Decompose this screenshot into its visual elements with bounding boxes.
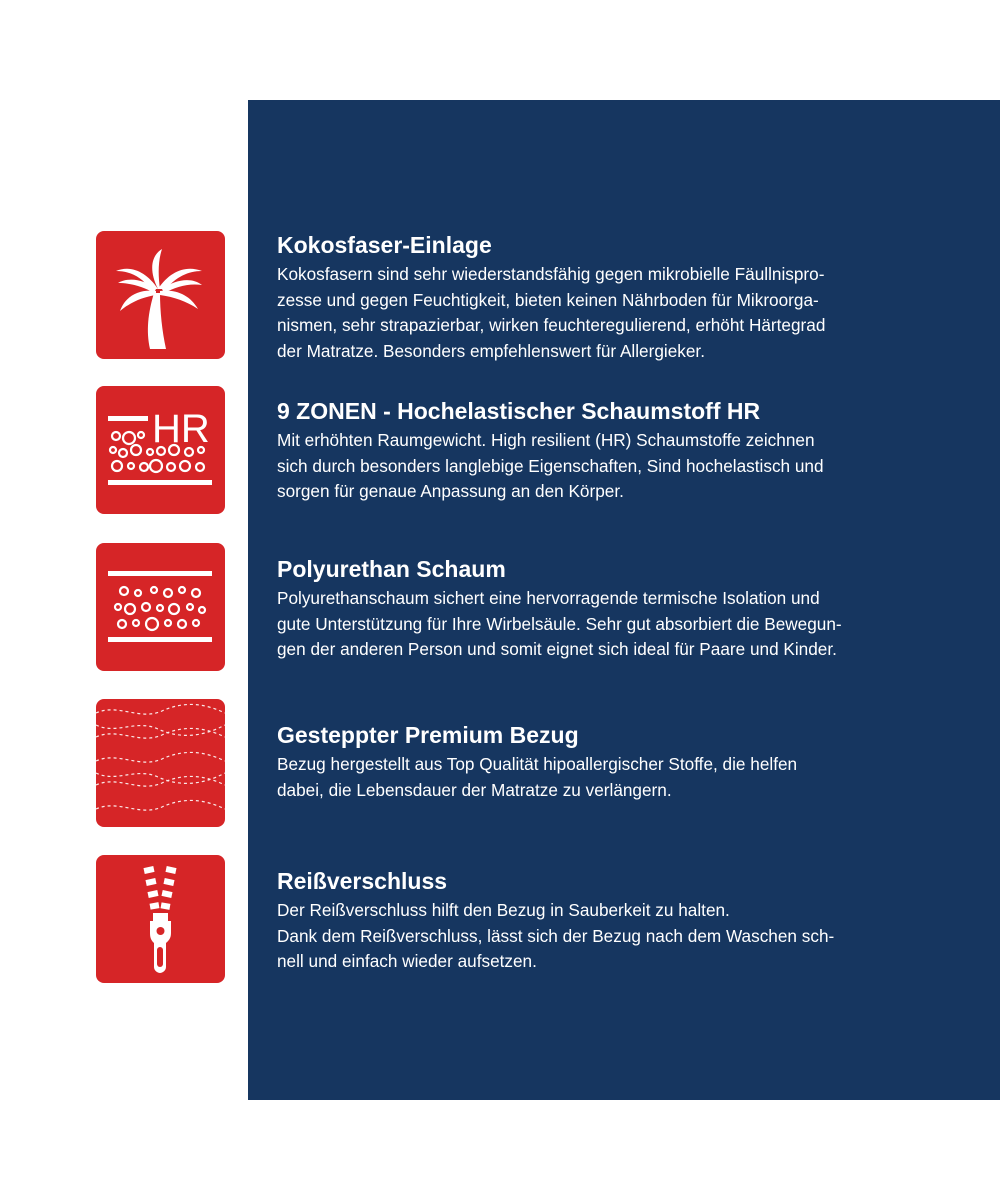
feature-description: Der Reißverschluss hilft den Bezug in Sauberkeit zu halten. Dank dem Reißverschluss, lässt sich der Bezug nach dem Waschen sch- nell und einfach wieder aufsetzen. (277, 900, 835, 971)
hr-foam-icon (96, 386, 225, 514)
feature-title: 9 ZONEN - Hochelastischer Schaumstoff HR (277, 398, 761, 424)
svg-text:HR: HR (152, 407, 210, 451)
feature-description: Bezug hergestellt aus Top Qualität hipoallergischer Stoffe, die helfen dabei, die Lebensdauer der Matratze zu verlängern. (277, 754, 798, 800)
feature-title: Reißverschluss (277, 868, 448, 894)
palm-tree-icon (96, 231, 225, 359)
feature-title: Kokosfaser-Einlage (277, 232, 492, 258)
zipper-icon (96, 855, 225, 983)
feature-title: Gesteppter Premium Bezug (277, 722, 579, 748)
feature-coconut-fiber (277, 231, 957, 364)
feature-description: Polyurethanschaum sichert eine hervorragende termische Isolation und gute Unterstützung für Ihre Wirbelsäule. Sehr gut absorbiert die Bewegun- gen der anderen Person und somit eignet sich ideal für Paare und Kinder. (277, 588, 842, 659)
feature-description: Mit erhöhten Raumgewicht. High resilient (HR) Schaumstoffe zeichnen sich durch besonders langlebige Eigenschaften, Sind hochelastisch und sorgen für genaue Anpassung an den Körper. (277, 430, 824, 501)
foam-bubbles-icon (96, 543, 225, 671)
feature-title: Polyurethan Schaum (277, 556, 506, 582)
feature-zipper (277, 867, 957, 975)
feature-hr-foam (277, 397, 957, 505)
feature-description: Kokosfasern sind sehr wiederstandsfähig gegen mikrobielle Fäullnispro- zesse und gegen Feuchtigkeit, bieten keinen Nährboden für Mikroorga- nismen, sehr strapazierbar, wirken feuchteregulierend, erhöht Härtegrad der Matratze. Besonders empfehlenswert für Allergieker. (277, 264, 826, 361)
feature-polyurethane-foam (277, 555, 957, 663)
feature-quilted-cover (277, 721, 957, 803)
quilted-fabric-icon (96, 699, 225, 827)
